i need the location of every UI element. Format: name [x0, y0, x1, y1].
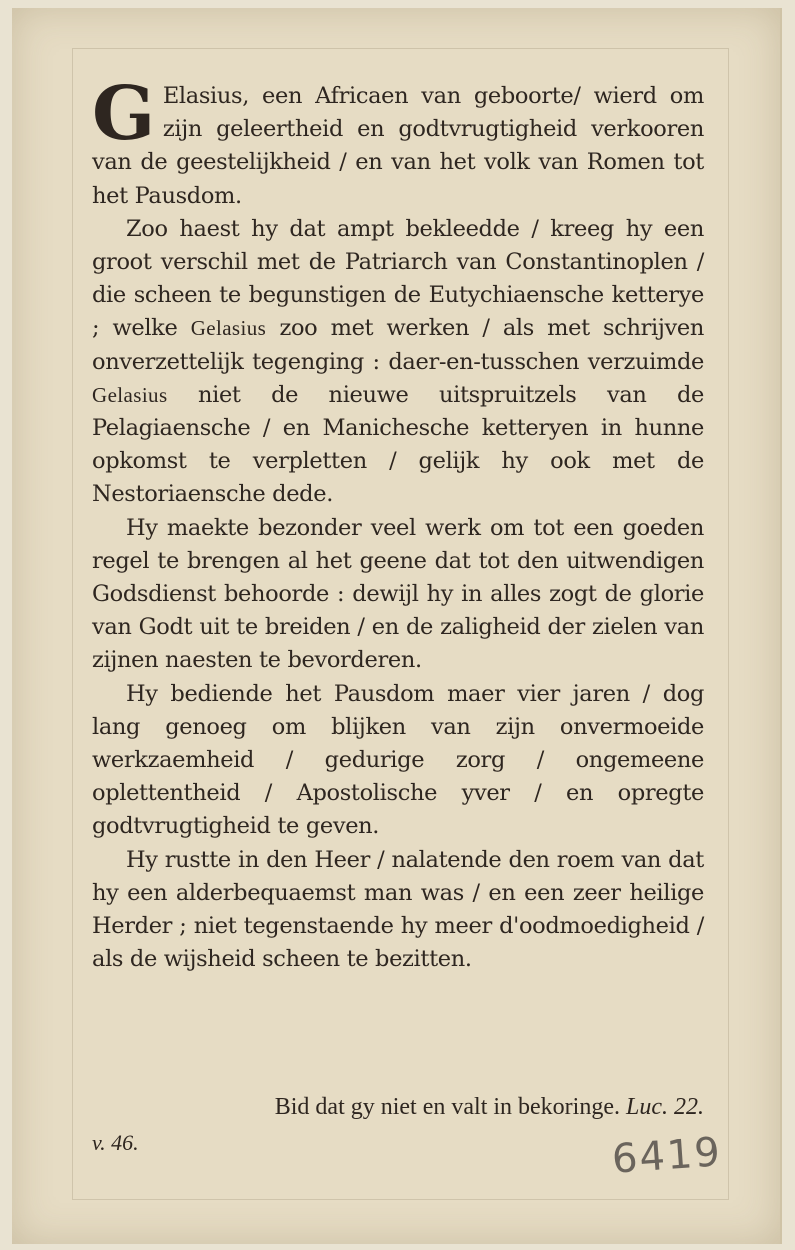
- drop-cap-initial: G: [92, 71, 155, 157]
- paragraph-1-text: Elasius, een Africaen van geboorte/ wierd om zijn geleertheid en godtvrugtigheid verkooren van de geestelijkheid / en van het volk van Romen tot het Pausdom.: [92, 83, 704, 209]
- footer-motto: Bid dat gy niet en valt in bekoringe.: [274, 1094, 620, 1120]
- paragraph-5: [92, 844, 704, 977]
- paragraph-1: [92, 71, 704, 213]
- name-gelasius-2: Gelasius: [92, 382, 168, 407]
- footer-reference: Luc. 22.: [626, 1094, 704, 1120]
- paragraph-2-lead: Zoo haest hy dat ampt bekleedde / kreeg hy een groot verschil met de Patriarch van Constantinoplen / die scheen te begunstigen de Eutychiaensche ketterye ; welke: [92, 215, 704, 342]
- footer-motto-line: [92, 1091, 704, 1123]
- footer-verse: v. 46.: [92, 1130, 139, 1155]
- paragraph-4-text: Hy bediende het Pausdom maer vier jaren / dog lang genoeg om blijken van zijn onvermoeide werkzaemheid / gedurige zorg / ongemeene oplettentheid / Apostolische yver / en opregte godtvrugtigheid te geven.: [92, 680, 704, 840]
- paragraph-4: [92, 678, 704, 844]
- handwritten-inventory-number: 6419: [610, 1129, 724, 1183]
- paragraph-2: [92, 213, 704, 512]
- paragraph-2-tail: niet de nieuwe uitspruitzels van de Pelagiaensche / en Manichesche ketteryen in hunne opkomst te verpletten / gelijk hy ook met de Nestoriaensche dede.: [92, 381, 704, 508]
- paper-sheet: [12, 8, 782, 1244]
- paragraph-3-text: Hy maekte bezonder veel werk om tot een goeden regel te brengen al het geene dat tot den uitwendigen Godsdienst behoorde : dewijl hy in alles zogt de glorie van Godt uit te breiden / en de zaligheid der zielen van zijnen naesten te bevorderen.: [92, 514, 704, 674]
- paragraph-3: [92, 512, 704, 678]
- body-text: [92, 71, 704, 976]
- name-gelasius-1: Gelasius: [190, 316, 267, 341]
- paragraph-2-mid: zoo met werken / als met schrijven onverzettelijk tegenging : daer-en-tusschen verzuimde: [92, 315, 704, 375]
- paragraph-5-text: Hy rustte in den Heer / nalatende den roem van dat hy een alderbequaemst man was / en een zeer heilige Herder ; niet tegenstaende hy meer d'oodmoedigheid / als de wijsheid scheen te bezitten.: [92, 846, 704, 973]
